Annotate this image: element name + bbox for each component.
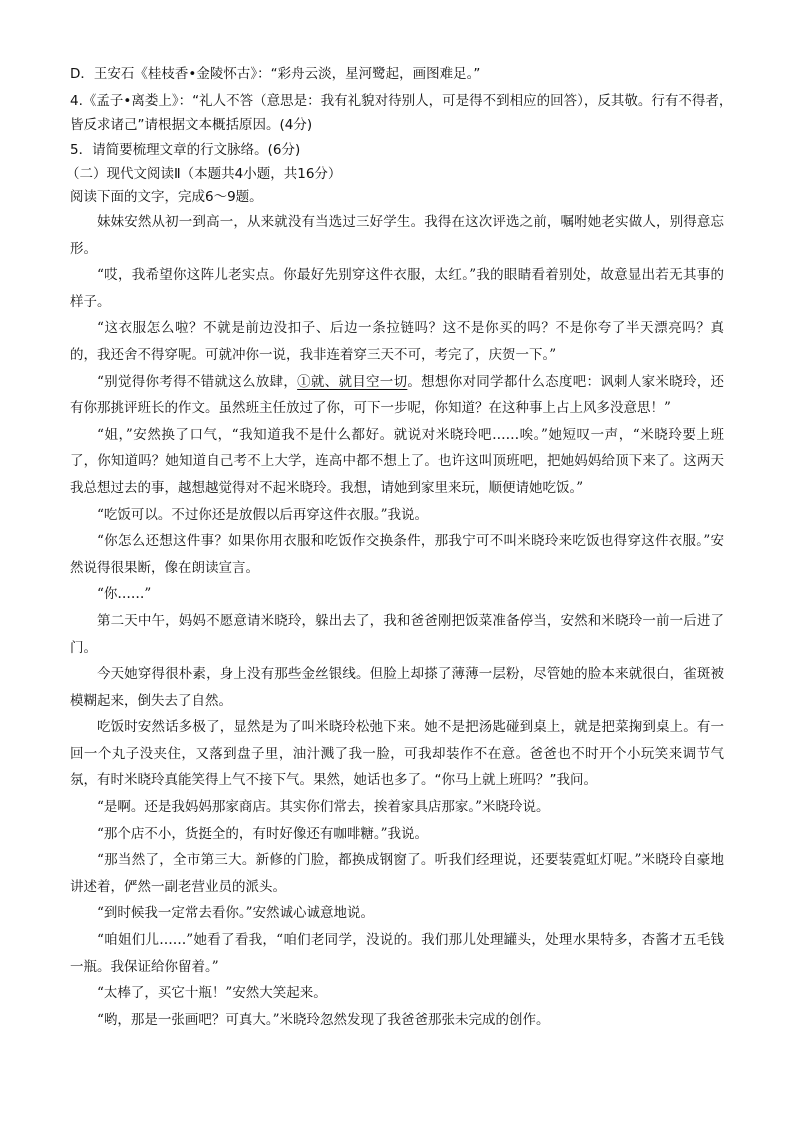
question-4: 4.《孟子•离娄上》：“礼人不答（意思是：我有礼貌对待别人，可是得不到相应的回答），反其敬。行有不得者，皆反求诸己”请根据文本概括原因。(4分) [70, 93, 733, 133]
option-d: D．王安石《桂枝香•金陵怀古》：“彩舟云淡，星河鹭起，画图难足。” [70, 66, 481, 82]
dialogue-text: “你马上就上班吗？”我问。 [434, 772, 597, 789]
paragraph: “太棒了，买它十瓶！”安然大笑起来。 [97, 985, 327, 1002]
paragraph: “那当然了，全市第三大。新修的门脸，都换成钢窗了。听我们经理说，还要装霓虹灯呢。”米晓玲自豪地讲述着，俨然一副老营业员的派头。 [70, 852, 724, 895]
paragraph: “咱姐们儿……”她看了看我，“咱们老同学，没说的。我们那儿处理罐头，处理水果特多，杏酱才五毛钱一瓶。我保证给你留着。” [70, 932, 724, 975]
paragraph [70, 369, 724, 422]
section-title: （二）现代文阅读Ⅱ（本题共4小题，共16分） [66, 166, 342, 182]
paragraph: “哎，我希望你这阵儿老实点。你最好先别穿这件衣服，太红。”我的眼睛看着别处，故意显出若无其事的样子。 [70, 267, 724, 310]
paragraph [70, 714, 724, 794]
paragraph: 妹妹安然从初一到高一，从来就没有当选过三好学生。我得在这次评选之前，嘱咐她老实做人，别得意忘形。 [70, 214, 724, 257]
reading-instruction: 阅读下面的文字，完成6～9题。 [70, 189, 263, 205]
paragraph: “那个店不小，货挺全的，有时好像还有咖啡糖。”我说。 [97, 825, 429, 842]
paragraph-text: 。想想你对同学都什么态度吧：讽刺人家米晓玲，还有你那挑评班长的作文。虽然班主任放过了你，可下一步呢，你知道？在这种事上占上风多没意思！” [70, 373, 725, 417]
question-5: 5．请简要梳理文章的行文脉络。(6分) [70, 142, 301, 158]
paragraph: “是啊。还是我妈妈那家商店。其实你们常去，挨着家具店那家。”米晓玲说。 [97, 799, 550, 816]
paragraph: “你……” [97, 586, 152, 603]
paragraph-text: 吃饭时安然话多极了，显然是为了叫米晓玲松弛下来。她不是把汤匙碰到桌上，就是把菜掬到桌上。有一回一个丸子没夹住，又落到盘子里，油汁溅了我一脸，可我却装作不在意。爸爸也不时开个小玩笑来调节气氛，有时米晓玲真能笑得上气不接下气。果然，她话也多了。 [70, 719, 724, 789]
passage [70, 209, 724, 1033]
paragraph: “到时候我一定常去看你。”安然诚心诚意地说。 [97, 905, 375, 922]
paragraph: “你怎么还想这件事？如果你用衣服和吃饭作交换条件，那我宁可不叫米晓玲来吃饭也得穿这件衣服。”安然说得很果断，像在朗读宣言。 [70, 533, 724, 576]
paragraph: 今天她穿得很朴素，身上没有那些金丝银线。但脸上却搽了薄薄一层粉，尽管她的脸本来就很白，雀斑被模糊起来，倒失去了自然。 [70, 666, 724, 709]
paragraph: “这衣服怎么啦？不就是前边没扣子、后边一条拉链吗？这不是你买的吗？不是你夸了半天漂亮吗？真的，我还舍不得穿呢。可就冲你一说，我非连着穿三天不可，考完了，庆贺一下。” [70, 320, 724, 363]
paragraph: “哟，那是一张画吧？可真大。”米晓玲忽然发现了我爸爸那张未完成的创作。 [97, 1011, 550, 1028]
underlined-marked-phrase: ①就、就目空一切 [297, 373, 408, 390]
paragraph: “姐，”安然换了口气，“我知道我不是什么都好。就说对米晓玲吧……唉。”她短叹一声，“米晓玲要上班了，你知道吗？她知道自己考不上大学，连高中都不想上了。也许这叫顶班吧，把她妈妈给顶下来了。这两天我总想过去的事，越想越觉得对不起米晓玲。我想，请她到家里来玩，顺便请她吃饭。” [70, 426, 724, 496]
paragraph: “吃饭可以。不过你还是放假以后再穿这件衣服。”我说。 [97, 506, 429, 523]
paragraph-text: “别觉得你考得不错就这么放肆， [97, 373, 298, 390]
paragraph: 第二天中午，妈妈不愿意请米晓玲，躲出去了，我和爸爸刚把饭菜准备停当，安然和米晓玲一前一后进了门。 [70, 612, 724, 656]
